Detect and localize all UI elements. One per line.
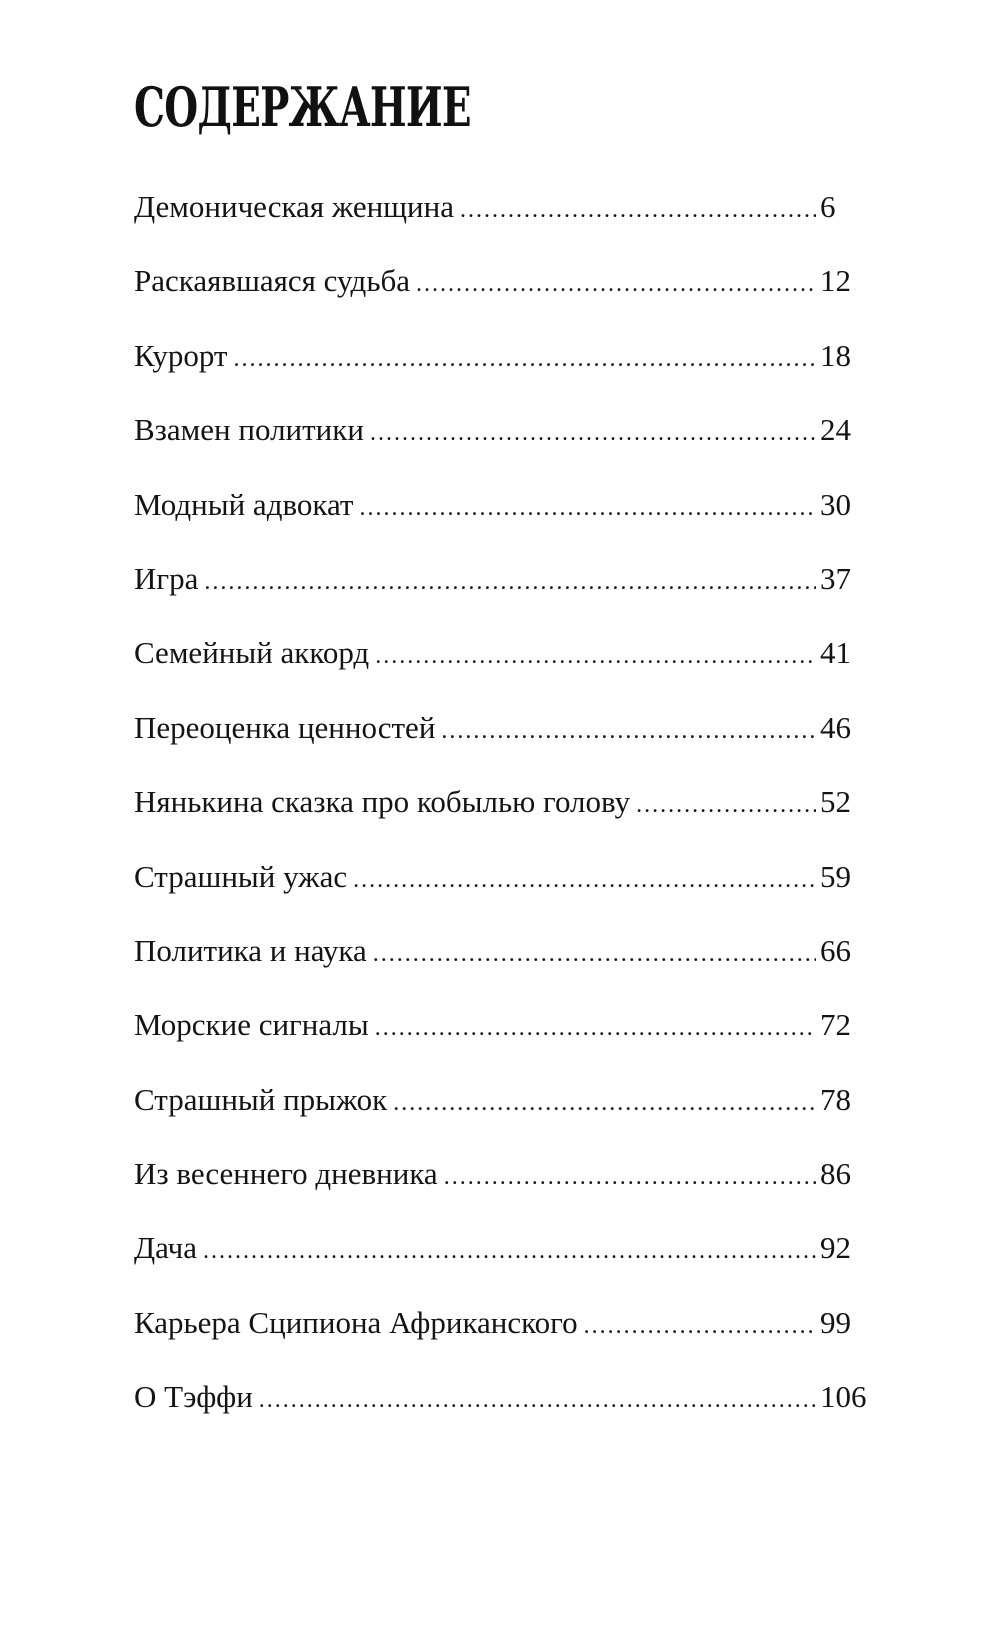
dot-leader	[416, 257, 816, 311]
toc-entry-title: О Тэффи	[134, 1379, 253, 1415]
toc-entry	[134, 701, 878, 775]
dot-leader	[460, 183, 816, 237]
toc-entry	[134, 1296, 878, 1370]
toc-entry	[134, 1370, 878, 1444]
toc-entry-page: 6	[820, 189, 836, 224]
dot-leader	[393, 1076, 816, 1130]
toc-entry-page: 52	[820, 784, 851, 820]
toc-entry-title: Раскаявшаяся судьба	[134, 263, 411, 299]
toc-entry-page: 72	[820, 1007, 851, 1043]
toc-entry-page: 92	[820, 1230, 851, 1266]
toc-entry	[134, 403, 878, 477]
toc-entry-title: Семейный аккорд	[134, 635, 370, 671]
toc-entry	[134, 924, 878, 998]
dot-leader	[359, 481, 816, 535]
dot-leader	[370, 406, 816, 460]
toc-entry-page: 30	[820, 486, 851, 522]
toc-entry-page: 18	[820, 337, 851, 373]
toc-entry	[134, 1221, 878, 1295]
toc-entry	[134, 552, 878, 626]
toc-entry-title: Карьера Сципиона Африканского	[134, 1304, 578, 1340]
toc-entry	[134, 1073, 878, 1147]
toc-entry-page: 86	[820, 1156, 851, 1192]
dot-leader	[373, 927, 816, 981]
toc-entry-page: 59	[820, 858, 851, 894]
toc-entry-page: 78	[820, 1081, 851, 1117]
toc-entry-page: 106	[820, 1379, 867, 1415]
toc-entry-page: 12	[820, 263, 851, 299]
toc-entry	[134, 1147, 878, 1221]
toc-entry-page: 37	[820, 560, 851, 596]
toc-entry	[134, 998, 878, 1072]
toc-entry-title: Модный адвокат	[134, 486, 354, 522]
page-title: СОДЕРЖАНИЕ	[134, 75, 471, 139]
toc-entry-title: Игра	[134, 560, 199, 596]
toc-entry-title: Страшный прыжок	[134, 1081, 388, 1117]
toc-entry-page: 46	[820, 709, 851, 745]
toc-entry-page: 66	[820, 932, 851, 968]
toc-entry-title: Страшный ужас	[134, 858, 348, 894]
dot-leader	[233, 332, 816, 386]
dot-leader	[204, 555, 816, 609]
dot-leader	[353, 853, 816, 907]
dot-leader	[259, 1373, 816, 1427]
dot-leader	[375, 1001, 816, 1055]
toc-entry-title: Морские сигналы	[134, 1007, 369, 1043]
dot-leader	[636, 778, 816, 832]
toc-entry-title: Демоническая женщина	[134, 189, 454, 224]
toc-entry	[134, 254, 878, 328]
dot-leader	[375, 629, 816, 683]
toc-entry	[134, 626, 878, 700]
toc-entry-page: 24	[820, 412, 851, 448]
toc-entry-page: 41	[820, 635, 851, 671]
dot-leader	[203, 1224, 816, 1278]
dot-leader	[444, 1150, 816, 1204]
toc-entry-title: Взамен политики	[134, 412, 364, 448]
toc-entry-title: Из весеннего дневника	[134, 1156, 438, 1192]
dot-leader	[441, 704, 816, 758]
toc-entry-title: Курорт	[134, 337, 228, 373]
toc-entry-title: Переоценка ценностей	[134, 709, 436, 745]
toc-entry-page: 99	[820, 1304, 851, 1340]
toc-entry	[134, 850, 878, 924]
toc-entry-title: Политика и наука	[134, 932, 367, 968]
toc-entry-title: Нянькина сказка про кобылью голову	[134, 784, 631, 820]
toc-entry	[134, 478, 878, 552]
dot-leader	[584, 1299, 816, 1353]
toc-entry	[134, 180, 878, 254]
table-of-contents	[134, 180, 878, 1445]
toc-entry	[134, 329, 878, 403]
toc-entry	[134, 775, 878, 849]
toc-entry-title: Дача	[134, 1230, 198, 1266]
